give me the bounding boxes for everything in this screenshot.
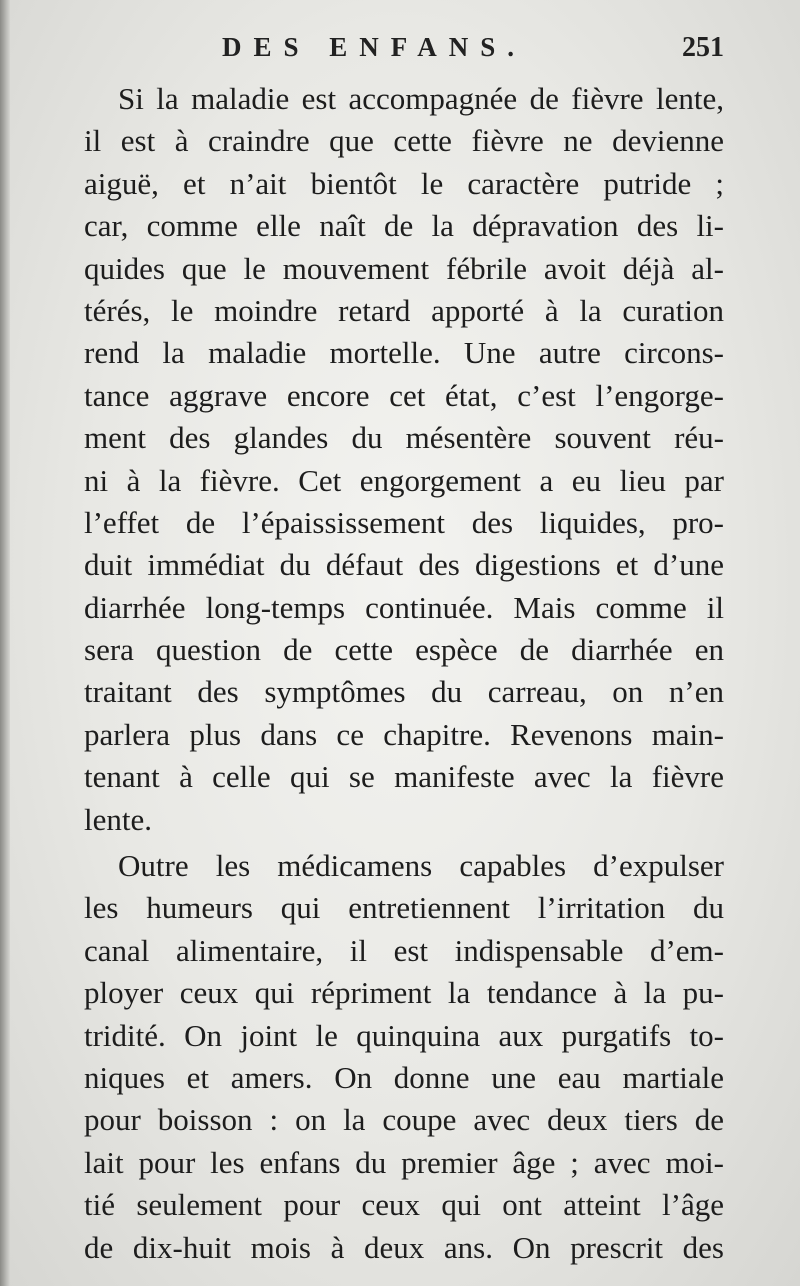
text-line: les humeurs qui entretiennent l’irritation du	[84, 890, 724, 926]
text-line: rend la maladie mortelle. Une autre circons-	[84, 335, 724, 371]
text-line: aiguë, et n’ait bientôt le caractère putride ;	[84, 165, 724, 201]
text-line: traitant des symptômes du carreau, on n’en	[84, 674, 724, 710]
text-line: tié seulement pour ceux qui ont atteint l’âge	[84, 1187, 724, 1223]
text-line: térés, le moindre retard apporté à la curation	[84, 292, 724, 328]
text-line: il est à craindre que cette fièvre ne devienne	[84, 123, 724, 159]
text-line: lait pour les enfans du premier âge ; avec moi-	[84, 1144, 724, 1180]
text-line: tance aggrave encore cet état, c’est l’engorge-	[84, 377, 724, 413]
page-binding-edge	[0, 0, 10, 1286]
body-text	[84, 78, 724, 1269]
text-line: canal alimentaire, il est indispensable d’em-	[84, 932, 724, 968]
page-header	[0, 32, 800, 72]
text-line: parlera plus dans ce chapitre. Revenons main-	[84, 716, 724, 752]
text-line: duit immédiat du défaut des digestions et d’une	[84, 547, 724, 583]
text-line: Si la maladie est accompagnée de fièvre lente,	[118, 81, 724, 116]
text-line: tridité. On joint le quinquina aux purgatifs to-	[84, 1017, 724, 1053]
text-line: ployer ceux qui répriment la tendance à la pu-	[84, 975, 724, 1011]
text-line: tenant à celle qui se manifeste avec la fièvre	[84, 759, 724, 795]
text-line: Outre les médicamens capables d’expulser	[118, 848, 724, 884]
text-line: car, comme elle naît de la dépravation des li-	[84, 208, 724, 244]
text-line: pour boisson : on la coupe avec deux tiers de	[84, 1102, 724, 1138]
text-line: ni à la fièvre. Cet engorgement a eu lieu par	[84, 462, 724, 498]
text-line: lente.	[84, 801, 152, 837]
running-head: DES ENFANS.	[222, 32, 527, 62]
text-line: niques et amers. On donne une eau martiale	[84, 1059, 724, 1095]
text-line: l’effet de l’épaississement des liquides, pro-	[84, 504, 724, 540]
page-number: 251	[682, 32, 724, 63]
text-line: diarrhée long-temps continuée. Mais comme il	[84, 589, 724, 625]
text-line: quides que le mouvement fébrile avoit déjà al-	[84, 250, 724, 286]
text-line: ment des glandes du mésentère souvent réu-	[84, 420, 724, 456]
text-line: de dix-huit mois à deux ans. On prescrit des	[84, 1229, 724, 1265]
text-line: sera question de cette espèce de diarrhée en	[84, 632, 724, 668]
